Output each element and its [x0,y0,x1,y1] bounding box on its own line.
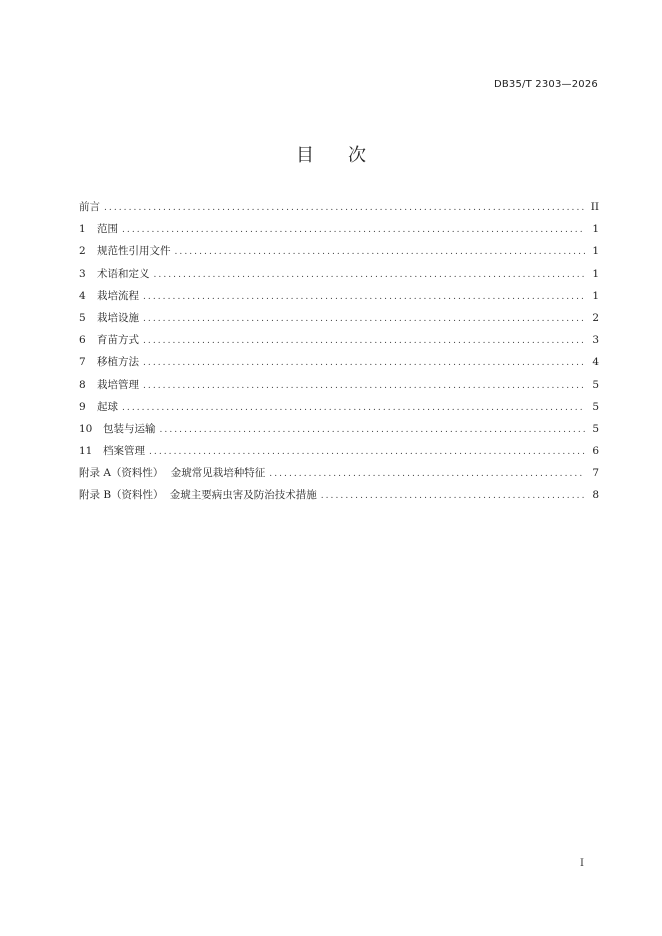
toc-section-number: 7 [79,356,86,369]
toc-page-number: 5 [592,378,599,391]
toc-section-number: 9 [79,400,86,413]
toc-page-number: 6 [592,445,599,458]
toc-page-number: 5 [592,422,599,435]
toc-entry-foreword[interactable] [79,199,599,221]
toc-entry-text: 包装与运输 [103,422,156,435]
toc-leader-dots [175,247,586,257]
toc-leader-dots [143,381,585,391]
footer-page-number: I [580,858,584,869]
toc-entry-text: 术语和定义 [97,267,150,280]
toc-leader-dots [122,225,585,235]
toc-entry-5[interactable] [79,310,599,332]
toc-appendix-title: 金琥主要病虫害及防治技术措施 [169,489,317,502]
toc-leader-dots [104,203,585,213]
toc-page-number: 7 [592,467,599,480]
page-title [0,141,662,167]
toc-leader-dots [143,336,585,346]
toc-appendix-label: 附录 A（资料性） [79,467,164,480]
toc-leader-dots [160,425,586,435]
page-title-part2: 次 [348,145,366,166]
toc-entry-text: 前言 [79,201,100,213]
toc-page-number: 8 [592,489,599,502]
toc-entry-3[interactable] [79,266,599,288]
toc-entry-8[interactable] [79,377,599,399]
toc-leader-dots [149,447,585,457]
toc-section-number: 11 [79,445,93,458]
toc-entry-text: 移植方法 [97,356,139,369]
toc-entry-text: 起球 [97,400,118,413]
toc-section-number: 3 [79,267,86,280]
toc-entry-11[interactable] [79,443,599,465]
toc-section-number: 1 [79,223,86,236]
toc-entry-text: 档案管理 [103,445,145,458]
toc-entry-text: 栽培管理 [97,378,139,391]
toc-entry-6[interactable] [79,332,599,354]
toc-page-number: 5 [592,400,599,413]
toc-entry-text: 栽培设施 [97,311,139,324]
toc-leader-dots [143,358,585,368]
toc-appendix-label: 附录 B（资料性） [79,489,164,502]
page-title-part1: 目 [296,145,314,166]
toc-section-number: 5 [79,311,86,324]
toc-entry-10[interactable] [79,421,599,443]
toc-page-number: 4 [592,356,599,369]
toc-leader-dots [154,270,586,280]
document-code: DB35/T 2303—2026 [493,79,598,90]
toc-entry-appendix-b[interactable] [79,487,599,509]
toc-entry-appendix-a[interactable] [79,465,599,487]
toc-entry-text: 范围 [97,223,118,236]
toc-leader-dots [321,491,585,501]
toc-section-number: 4 [79,289,86,302]
toc-leader-dots [269,469,585,479]
toc-section-number: 8 [79,378,86,391]
toc-entry-text: 育苗方式 [97,334,139,347]
toc-page-number: 1 [592,245,599,258]
toc-entry-text: 规范性引用文件 [97,245,171,258]
table-of-contents [79,199,599,510]
toc-page-number: II [590,201,599,213]
toc-section-number: 6 [79,334,86,347]
toc-page-number: 2 [592,311,599,324]
toc-entry-4[interactable] [79,288,599,310]
toc-entry-2[interactable] [79,243,599,265]
toc-entry-7[interactable] [79,354,599,376]
toc-page-number: 3 [592,334,599,347]
toc-entry-9[interactable] [79,399,599,421]
toc-leader-dots [143,292,585,302]
toc-leader-dots [143,314,585,324]
toc-leader-dots [122,403,585,413]
toc-appendix-title: 金琥常见栽培种特征 [170,467,266,480]
toc-section-number: 10 [79,422,93,435]
toc-section-number: 2 [79,245,86,258]
toc-entry-1[interactable] [79,221,599,243]
toc-page-number: 1 [592,267,599,280]
toc-entry-text: 栽培流程 [97,289,139,302]
toc-page-number: 1 [592,223,599,236]
toc-page-number: 1 [592,289,599,302]
